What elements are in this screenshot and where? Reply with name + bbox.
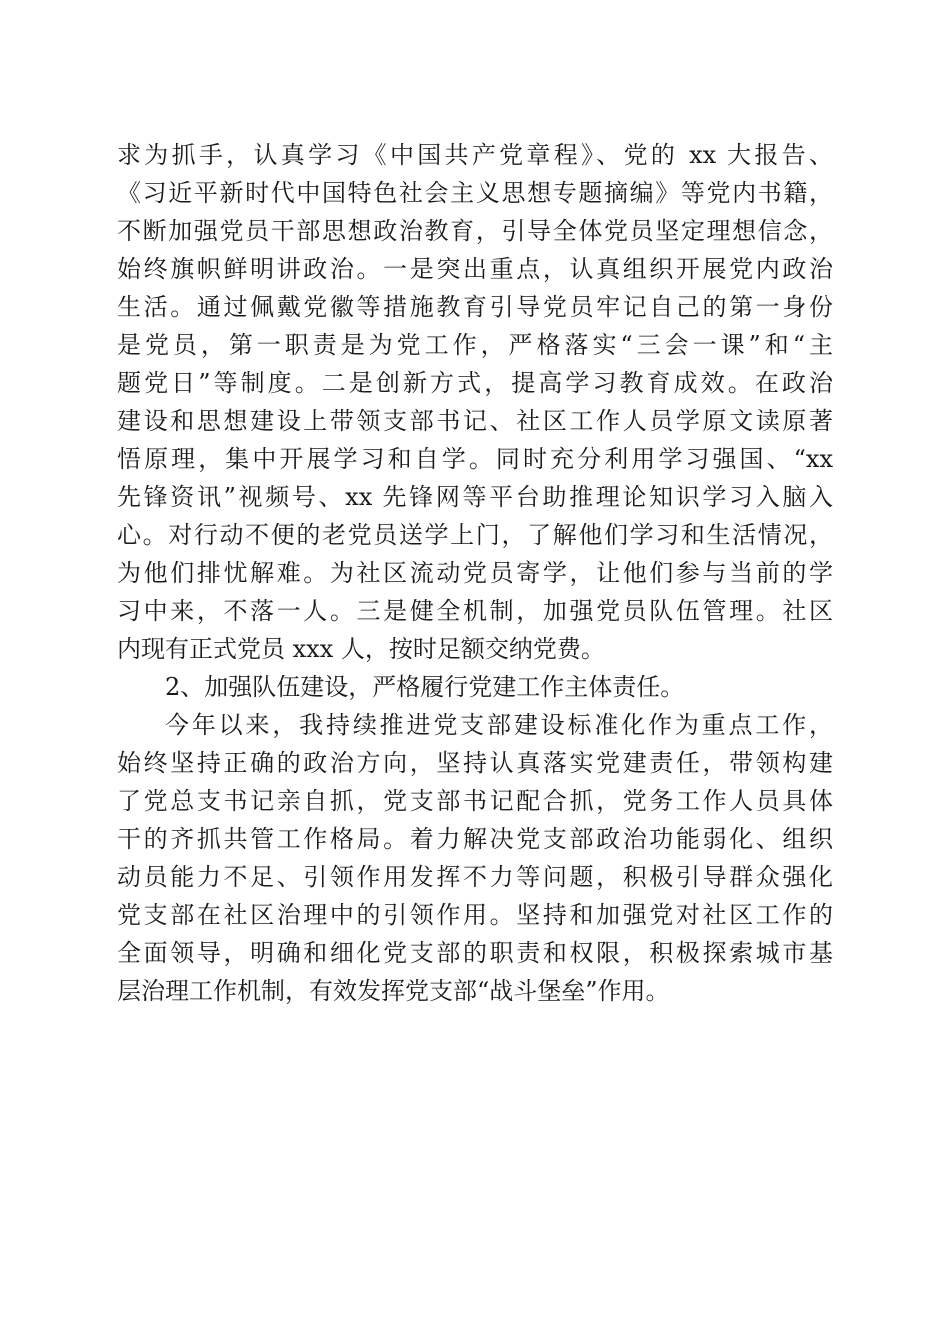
paragraph-line: 先锋资讯”视频号、xx 先锋网等平台助推理论知识学习入脑入	[117, 483, 833, 511]
paragraph-line: 建设和思想建设上带领支部书记、社区工作人员学原文读原著	[117, 407, 833, 435]
paragraph-line: 题党日”等制度。二是创新方式，提高学习教育成效。在政治	[117, 369, 833, 397]
paragraph-line: 全面领导，明确和细化党支部的职责和权限，积极探索城市基	[117, 939, 833, 967]
paragraph-line: 为他们排忧解难。为社区流动党员寄学，让他们参与当前的学	[117, 559, 833, 587]
document-body	[117, 136, 833, 1010]
paragraph-line: 动员能力不足、引领作用发挥不力等问题，积极引导群众强化	[117, 863, 833, 891]
paragraph-2	[117, 706, 833, 1010]
paragraph-line: 内现有正式党员 xxx 人，按时足额交纳党费。	[117, 635, 605, 663]
paragraph-line: 心。对行动不便的老党员送学上门，了解他们学习和生活情况，	[117, 521, 833, 549]
paragraph-line: 生活。通过佩戴党徽等措施教育引导党员牢记自己的第一身份	[117, 293, 833, 321]
paragraph-line: 始终旗帜鲜明讲政治。一是突出重点，认真组织开展党内政治	[117, 255, 833, 283]
paragraph-line: 今年以来，我持续推进党支部建设标准化作为重点工作，	[165, 711, 833, 739]
paragraph-line: 干的齐抓共管工作格局。着力解决党支部政治功能弱化、组织	[117, 825, 833, 853]
paragraph-line: 习中来，不落一人。三是健全机制，加强党员队伍管理。社区	[117, 597, 833, 625]
paragraph-line: 党支部在社区治理中的引领作用。坚持和加强党对社区工作的	[117, 901, 833, 929]
paragraph-line: 是党员，第一职责是为党工作，严格落实“三会一课”和“主	[117, 331, 833, 359]
section-heading: 2、加强队伍建设，严格履行党建工作主体责任。	[165, 673, 685, 701]
paragraph-line: 不断加强党员干部思想政治教育，引导全体党员坚定理想信念，	[117, 217, 833, 245]
paragraph-1	[117, 136, 833, 668]
paragraph-line: 悟原理，集中开展学习和自学。同时充分利用学习强国、“xx	[117, 445, 833, 473]
paragraph-line: 求为抓手，认真学习《中国共产党章程》、党的 xx 大报告、	[117, 141, 833, 169]
paragraph-line: 始终坚持正确的政治方向，坚持认真落实党建责任，带领构建	[117, 749, 833, 777]
paragraph-line: 了党总支书记亲自抓，党支部书记配合抓，党务工作人员具体	[117, 787, 833, 815]
paragraph-line: 层治理工作机制，有效发挥党支部“战斗堡垒”作用。	[117, 977, 670, 1005]
paragraph-line: 《习近平新时代中国特色社会主义思想专题摘编》等党内书籍，	[117, 179, 833, 207]
